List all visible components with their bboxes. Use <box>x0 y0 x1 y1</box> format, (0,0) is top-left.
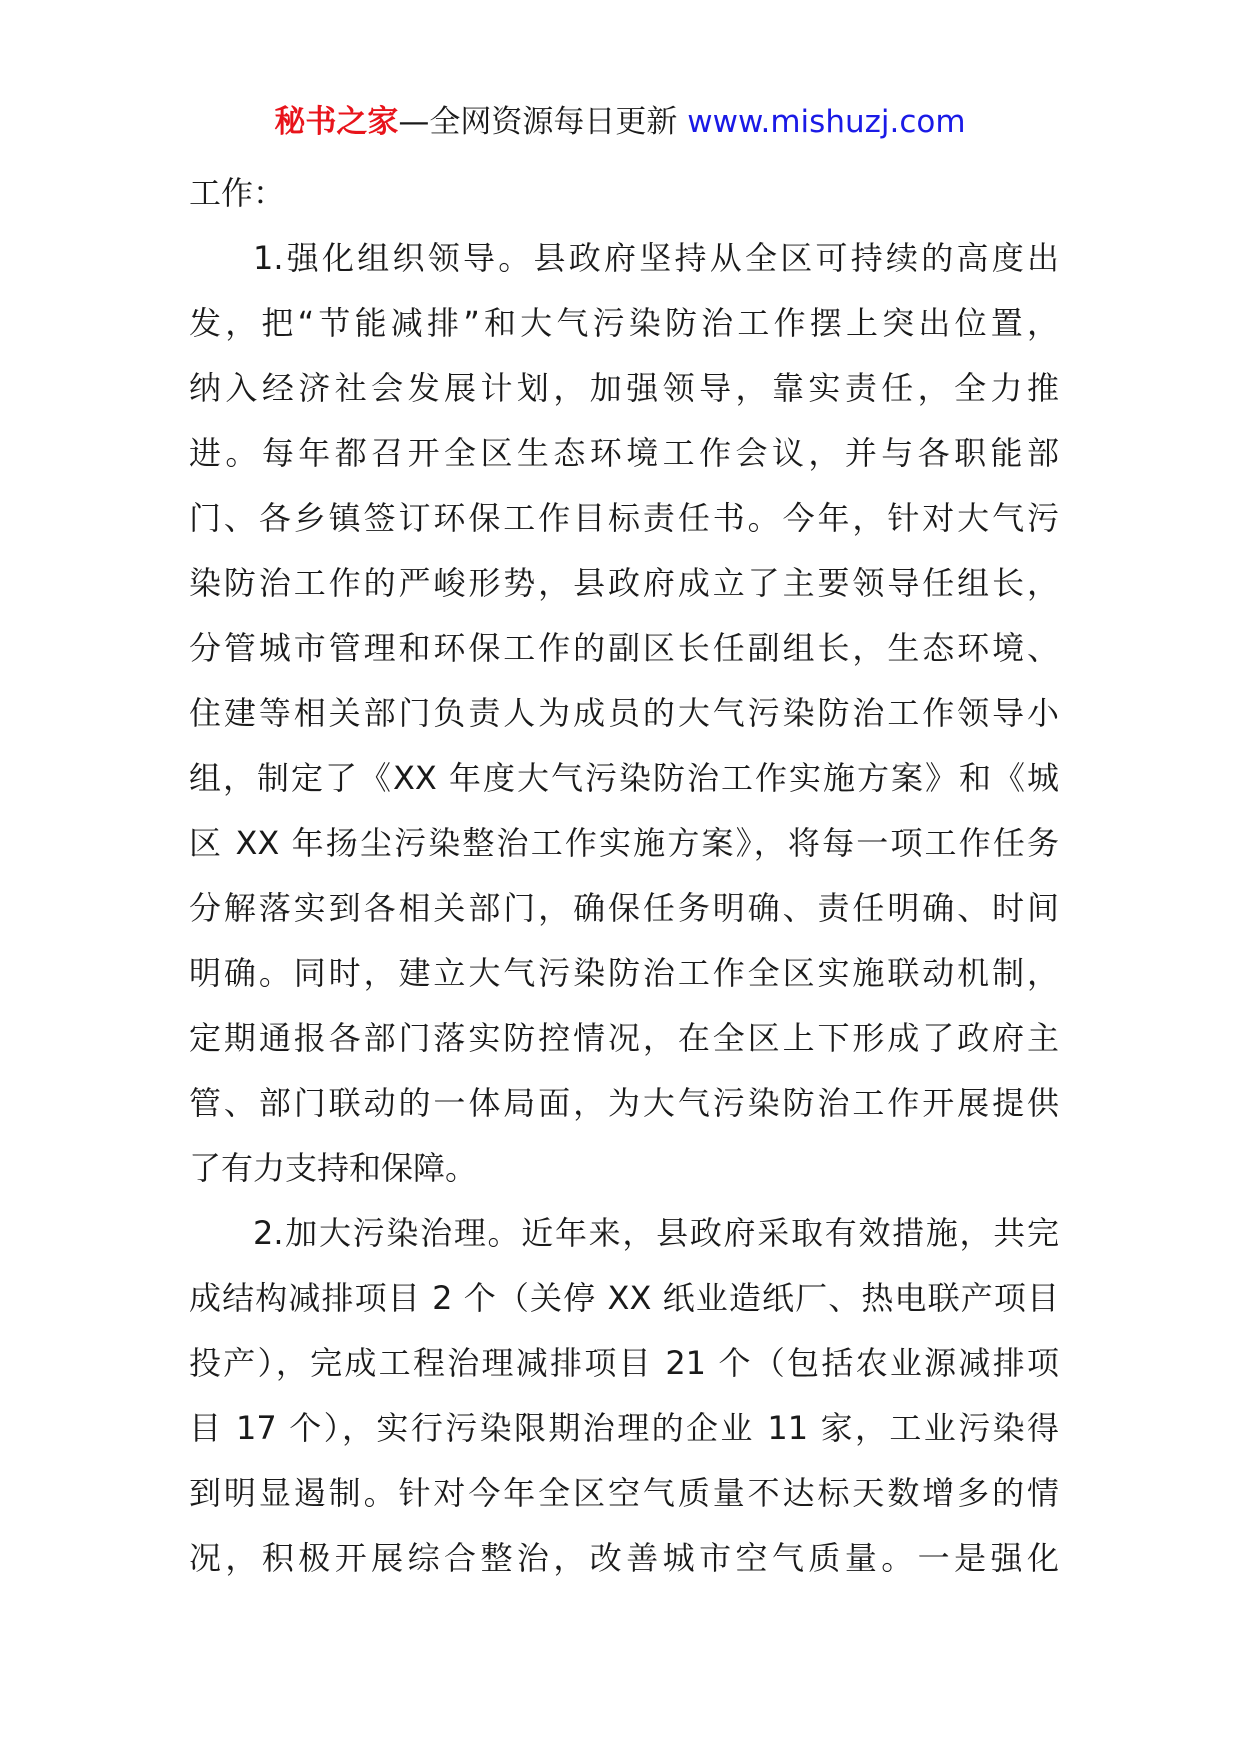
text-line: 况，积极开展综合整治，改善城市空气质量。一是强化 <box>189 1539 1059 1577</box>
text-line: 投产），完成工程治理减排项目 21 个（包括农业源减排项 <box>189 1344 1059 1382</box>
header-brand: 秘书之家 <box>274 104 399 140</box>
text-line: 工作： <box>189 174 286 212</box>
text-line: 管、部门联动的一体局面，为大气污染防治工作开展提供 <box>189 1084 1059 1122</box>
text-line: 门、各乡镇签订环保工作目标责任书。今年，针对大气污 <box>189 499 1059 537</box>
text-line: 组，制定了《XX 年度大气污染防治工作实施方案》和《城 <box>189 759 1059 797</box>
text-line: 住建等相关部门负责人为成员的大气污染防治工作领导小 <box>189 694 1059 732</box>
text-line: 发，把“节能减排”和大气污染防治工作摆上突出位置， <box>189 304 1059 342</box>
header-tagline: —全网资源每日更新 <box>398 104 678 140</box>
text-line: 2.加大污染治理。近年来，县政府采取有效措施，共完 <box>253 1214 1059 1252</box>
text-line: 了有力支持和保障。 <box>189 1149 478 1187</box>
header-url[interactable]: www.mishuzj.com <box>687 104 966 140</box>
text-line: 成结构减排项目 2 个（关停 XX 纸业造纸厂、热电联产项目 <box>189 1279 1059 1317</box>
text-line: 区 XX 年扬尘污染整治工作实施方案》，将每一项工作任务 <box>189 824 1059 862</box>
text-line: 明确。同时，建立大气污染防治工作全区实施联动机制， <box>189 954 1059 992</box>
text-line: 染防治工作的严峻形势，县政府成立了主要领导任组长， <box>189 564 1059 602</box>
text-line: 到明显遏制。针对今年全区空气质量不达标天数增多的情 <box>189 1474 1059 1512</box>
text-line: 1.强化组织领导。县政府坚持从全区可持续的高度出 <box>253 239 1059 277</box>
document-body <box>189 161 1059 1591</box>
page-header <box>0 100 1240 144</box>
text-line: 进。每年都召开全区生态环境工作会议，并与各职能部 <box>189 434 1059 472</box>
text-line: 目 17 个），实行污染限期治理的企业 11 家，工业污染得 <box>189 1409 1059 1447</box>
text-line: 分管城市管理和环保工作的副区长任副组长，生态环境、 <box>189 629 1059 667</box>
text-line: 分解落实到各相关部门，确保任务明确、责任明确、时间 <box>189 889 1059 927</box>
text-line: 纳入经济社会发展计划，加强领导，靠实责任，全力推 <box>189 369 1059 407</box>
text-line: 定期通报各部门落实防控情况，在全区上下形成了政府主 <box>189 1019 1059 1057</box>
